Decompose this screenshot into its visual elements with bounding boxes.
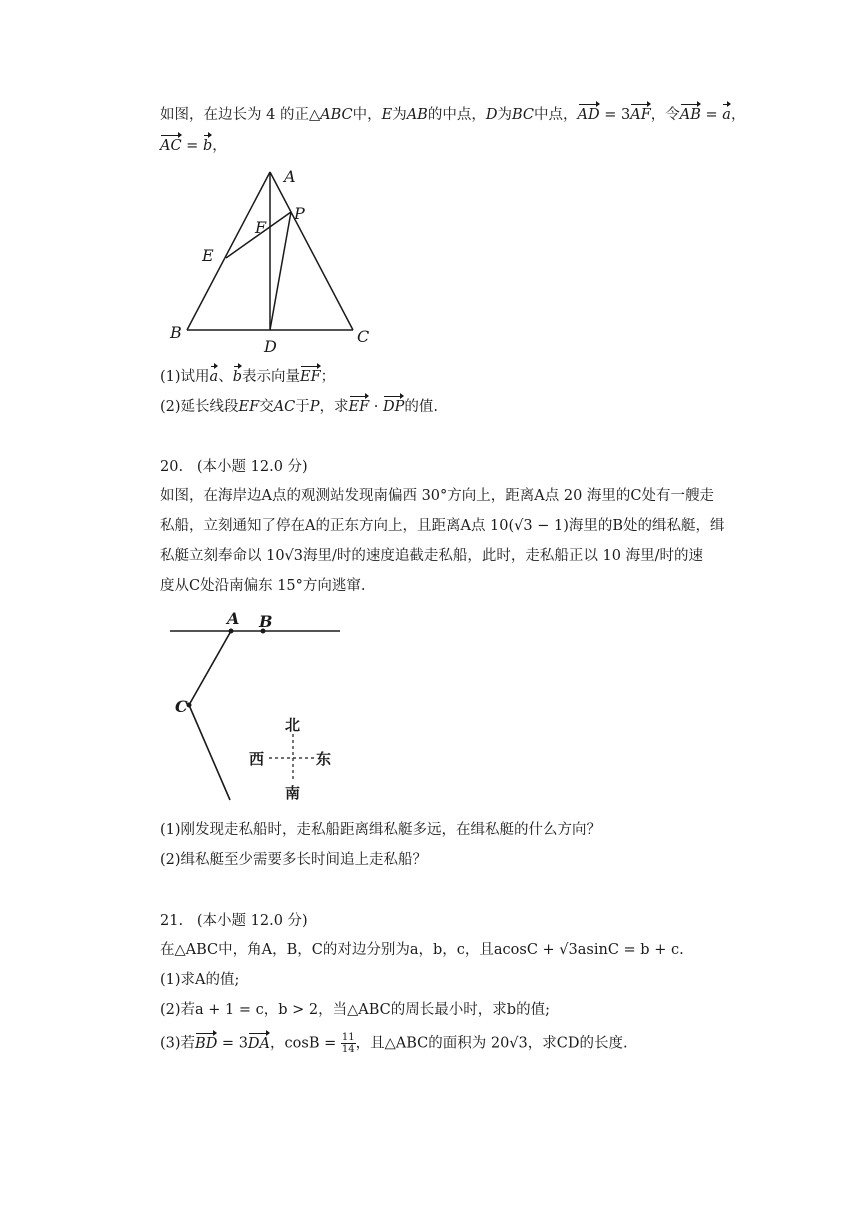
q19-intro-line1: 如图，在边长为 4 的正△ABC中，E为AB的中点，D为BC中点，AD = 3AF，令AB = a， <box>160 107 746 123</box>
q20-line2: 私船，立刻通知了停在A的正东方向上，且距离A点 10(√3 − 1)海里的B处的缉私艇，缉 <box>160 518 725 534</box>
compass-west: 西 <box>249 750 265 768</box>
q20-line4: 度从C处沿南偏东 15°方向逃窜. <box>160 578 366 594</box>
q20-sea-figure <box>165 608 355 808</box>
q21-line1: 在△ABC中，角A，B，C的对边分别为a，b，c，且acosC + √3asinC = b + c. <box>160 942 684 958</box>
q20-part2: (2)缉私艇至少需要多长时间追上走私船？ <box>160 852 428 868</box>
q19-part2: (2)延长线段EF交AC于P，求EF · DP的值. <box>160 399 439 415</box>
label-B: B <box>170 323 182 342</box>
compass-north: 北 <box>285 716 301 734</box>
q20-line3: 私艇立刻奉命以 10√3海里/时的速度追截走私船，此时，走私船正以 10 海里/时的速 <box>160 548 703 564</box>
q21-part3: (3)若BD = 3DA，cosB = $\frac{11}{14}$ ，且△ABC的面积为 20√3，求CD的长度. <box>160 1032 628 1055</box>
label-F: F <box>255 218 267 237</box>
compass-east: 东 <box>316 750 332 768</box>
label-sea-B: B <box>259 612 273 631</box>
q20-header: 20. (本小题 12.0 分) <box>160 459 308 475</box>
q21-part2: (2)若a + 1 = c，b > 2，当△ABC的周长最小时，求b的值; <box>160 1002 550 1018</box>
q19-intro-line2: AC = b， <box>160 138 227 154</box>
q19-triangle-figure <box>160 160 390 360</box>
label-C: C <box>357 327 370 346</box>
label-E: E <box>202 246 214 265</box>
label-sea-A: A <box>227 609 240 628</box>
fraction: $\frac{11}{14}$ <box>341 1032 355 1055</box>
q19-part1: (1)试用a、b表示向量EF； <box>160 369 336 385</box>
label-P: P <box>294 204 305 223</box>
q21-header: 21. (本小题 12.0 分) <box>160 913 308 929</box>
label-A: A <box>284 167 296 186</box>
label-D: D <box>264 337 277 356</box>
label-sea-C: C <box>175 697 188 716</box>
q20-part1: (1)刚发现走私船时，走私船距离缉私艇多远，在缉私艇的什么方向？ <box>160 822 602 838</box>
q21-part1: (1)求A的值; <box>160 972 240 988</box>
q20-line1: 如图，在海岸边A点的观测站发现南偏西 30°方向上，距离A点 20 海里的C处有一艘走 <box>160 488 715 504</box>
compass-south: 南 <box>285 784 301 802</box>
